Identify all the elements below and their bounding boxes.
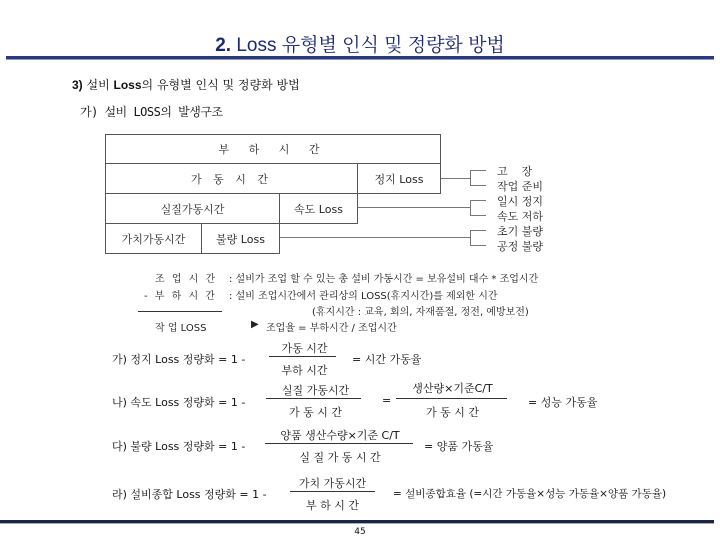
value-operating-time-box: 가치가동시간 [105,223,202,254]
stop-connector [441,178,471,179]
cause-minor-stop: 일시 정지 [497,195,544,208]
operating-time-box: 가 동 시 간 [105,163,358,194]
def-desc-operation-time: : 설비가 조업 할 수 있는 총 설비 가동시간 = 보유설비 대수 * 조업시간 [229,274,539,285]
section-heading [72,76,300,93]
defect-bracket-bottom [470,245,486,246]
speed-loss-box: 속도 Loss [279,193,358,224]
def-term-load-time: - 부 하 시 간 [144,291,217,302]
formula-c-numerator: 양품 생산수량×기준 C/T [280,429,400,442]
speed-bracket-bottom [470,215,486,216]
speed-bracket-top [470,200,486,201]
formula-b-denominator-1: 가 동 시 간 [289,406,342,419]
formula-d-fraction-line [290,491,375,492]
formula-a-result: = 시간 가동율 [352,353,422,366]
defect-bracket-vertical [470,230,471,246]
cause-initial-defect: 초기 불량 [497,225,544,238]
footer-rule [0,520,714,524]
net-operating-time-box: 실질가동시간 [105,193,280,224]
page-number: 45 [354,527,366,537]
formula-b-result: = 성능 가동율 [528,396,598,409]
formula-c-fraction-line [265,443,413,444]
title-ko: 유형별 인식 및 정량화 방법 [281,35,505,56]
speed-bracket-vertical [470,200,471,216]
cause-process-defect: 공정 불량 [497,240,544,253]
title-en: Loss [236,35,277,56]
formula-b-numerator-2: 생산량×기준C/T [412,382,493,395]
formula-a-fraction-line [269,356,336,357]
formula-a-label: 가) 정지 Loss 정량화 = 1 - [112,353,246,366]
formula-d-numerator: 가치 가동시간 [298,477,367,490]
title-underline [6,56,714,60]
stop-loss-box: 정지 Loss [357,163,441,194]
section-number: 3) [72,78,83,92]
defect-bracket-top [470,230,486,231]
cause-setup: 작업 준비 [497,180,544,193]
speed-connector [358,207,471,208]
formula-c-result: = 양품 가동율 [424,440,494,453]
section-post: 의 유형별 인식 및 정량화 방법 [141,78,300,92]
def-separator [138,311,222,312]
cause-breakdown: 고 장 [497,165,533,178]
def-desc-operation-rate: 조업율 = 부하시간 / 조업시간 [266,323,397,334]
formula-b-numerator-1: 실질 가동시간 [281,384,350,397]
formula-b-fraction-line-1 [266,398,361,399]
stop-bracket-bottom [470,185,486,186]
def-term-operation-time: 조 업 시 간 [155,274,218,285]
formula-c-denominator: 실 질 가 동 시 간 [299,451,381,464]
title-number: 2. [215,35,232,56]
page-title [0,30,720,57]
stop-bracket-top [470,170,486,171]
def-desc-load-time: : 설비 조업시간에서 관리상의 LOSS(휴지시간)를 제외한 시간 [229,291,498,302]
formula-d-result: = 설비종합효율 (=시간 가동율×성능 가동율×양품 가동율) [393,488,667,500]
load-time-box: 부 하 시 간 [105,134,441,164]
formula-a-denominator: 부하 시간 [281,364,328,377]
formula-d-denominator: 부 하 시 간 [306,499,359,512]
section-bold: Loss [113,78,142,92]
subsection-heading: 가) 설비 LOSS의 발생구조 [80,105,223,119]
stop-bracket-vertical [470,170,471,186]
formula-a-numerator: 가동 시간 [281,342,328,355]
formula-b-equals: = [382,394,392,407]
cause-speed-reduction: 속도 저하 [497,210,544,223]
defect-loss-box: 불량 Loss [201,223,280,254]
formula-b-fraction-line-2 [396,398,507,399]
formula-c-label: 다) 불량 Loss 정량화 = 1 - [112,440,246,453]
formula-b-denominator-2: 가 동 시 간 [426,406,479,419]
defect-connector [280,237,471,238]
section-pre: 설비 [86,78,110,92]
arrow-right-icon: ▶ [251,319,259,330]
def-term-work-loss: 작 업 LOSS [155,323,207,334]
formula-d-label: 라) 설비종합 Loss 정량화 = 1 - [112,488,267,501]
formula-b-label: 나) 속도 Loss 정량화 = 1 - [112,396,246,409]
def-desc-idle-time: (휴지시간 : 교육, 회의, 자재품절, 정전, 예방보전) [312,307,529,318]
